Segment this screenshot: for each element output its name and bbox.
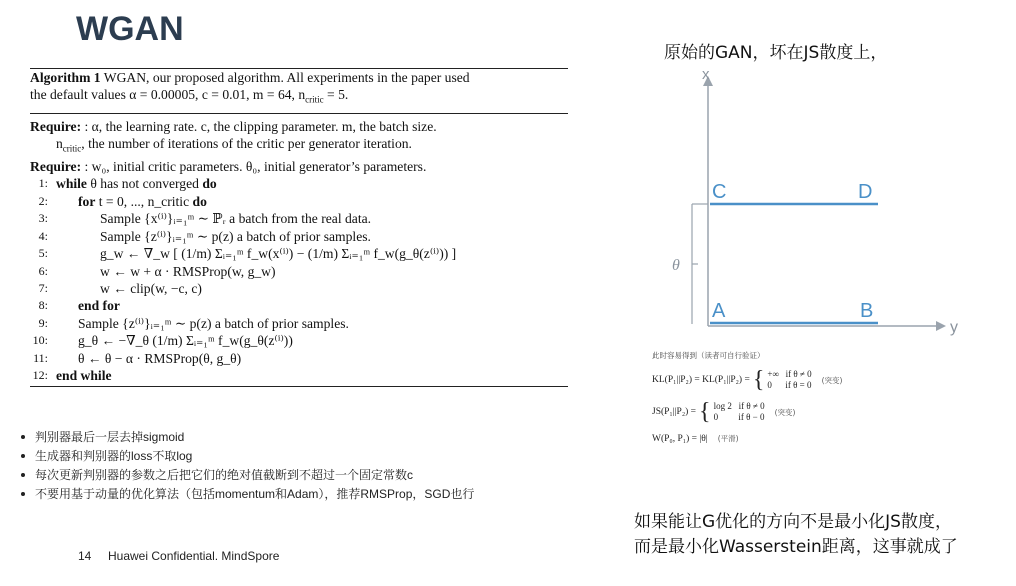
- js-formula: [652, 401, 1012, 423]
- step-code: [56, 194, 207, 209]
- bullet-item: [20, 485, 580, 504]
- step-number: 7:: [38, 280, 48, 295]
- step-code: [56, 264, 276, 279]
- js-case-1: log 2 if θ ≠ 0: [713, 401, 765, 411]
- algorithm-step: [30, 367, 568, 384]
- slide-title: WGAN: [76, 10, 184, 48]
- kl-case-2: 0 if θ = 0: [767, 380, 812, 390]
- step-number: 8:: [38, 298, 48, 313]
- step-number: 4:: [38, 228, 48, 243]
- theta-label: θ: [672, 257, 680, 274]
- formula-note: 此时容易得到（读者可自行验证）: [652, 351, 765, 360]
- step-code: [56, 298, 120, 313]
- step-number: 1:: [38, 176, 48, 191]
- kl-tag: (突变): [821, 375, 843, 385]
- step-code: [56, 246, 456, 261]
- kl-case-1: +∞ if θ ≠ 0: [767, 369, 812, 379]
- w-tag: (平滑): [717, 434, 739, 443]
- step-keyword: for: [78, 193, 96, 209]
- require-2: [30, 158, 568, 175]
- bullet-item: [20, 466, 580, 485]
- conclusion-line-1: 如果能让G优化的方向不是最小化JS散度，: [634, 512, 952, 532]
- step-text: g_θ ← −∇_θ (1/m) Σᵢ₌₁ᵐ f_w(g_θ(z⁽ⁱ⁾)): [78, 333, 293, 349]
- step-text: w ← w + α · RMSProp(w, g_w): [100, 263, 276, 279]
- require-1-label: Require:: [30, 118, 82, 134]
- algorithm-header-sub: critic: [305, 95, 324, 106]
- bullet-dot-icon: [21, 435, 25, 439]
- require-1-cont-sub: critic: [62, 143, 82, 154]
- algorithm-box: [30, 68, 568, 387]
- step-number: 12:: [32, 367, 48, 382]
- algorithm-bottom-rule: [30, 386, 568, 387]
- js-brace-icon: {: [699, 399, 711, 425]
- bullet-text: 每次更新判别器的参数之后把它们的绝对值截断到不超过一个固定常数c: [35, 468, 414, 482]
- step-keyword: end while: [56, 367, 112, 383]
- step-text: Sample {z⁽ⁱ⁾}ᵢ₌₁ᵐ ∼ p(z) a batch of prior samples.: [78, 315, 349, 331]
- js-divergence-note: 原始的GAN，坏在JS散度上，: [664, 43, 888, 63]
- footer-text: Huawei Confidential. MindSpore: [108, 549, 280, 563]
- step-code: [56, 368, 112, 383]
- require-1: [30, 118, 568, 135]
- wasserstein-formula: [652, 433, 1012, 444]
- step-keyword-end: do: [202, 176, 217, 192]
- w-lhs: W(P₀, P₁) = |θ|: [652, 433, 708, 444]
- conclusion-line-2: 而是最小化Wasserstein距离，这事就成了: [634, 537, 958, 557]
- step-code: [56, 229, 371, 244]
- kl-brace-icon: {: [752, 367, 765, 393]
- step-number: 3:: [38, 211, 48, 226]
- step-text: θ has not converged: [86, 176, 203, 192]
- step-text: g_w ← ∇_w [ (1/m) Σᵢ₌₁ᵐ f_w(x⁽ⁱ⁾) − (1/m) Σᵢ₌₁ᵐ f_w(g_θ(z⁽ⁱ⁾)) ]: [100, 246, 457, 262]
- algorithm-step: [30, 315, 568, 332]
- divergence-formulas: [652, 350, 1012, 454]
- kl-lhs: KL(P₁||P₂) = KL(P₁||P₂) =: [652, 375, 750, 385]
- point-a-label: A: [712, 300, 726, 322]
- algorithm-header-line2: [30, 86, 568, 109]
- algorithm-mid-rule: [30, 113, 568, 114]
- js-cases: [714, 401, 765, 423]
- algorithm-header-text: WGAN, our proposed algorithm. All experiments in the paper used: [100, 70, 470, 85]
- step-number: 9:: [38, 315, 48, 330]
- require-1-cont-text: , the number of iterations of the critic per generator iteration.: [81, 135, 412, 151]
- js-lhs: JS(P₁||P₂) =: [652, 407, 697, 417]
- step-text: w ← clip(w, −c, c): [100, 280, 202, 296]
- algorithm-step: [30, 210, 568, 227]
- require-1-text: : α, the learning rate. c, the clipping parameter. m, the batch size.: [81, 118, 437, 134]
- step-number: 10:: [32, 333, 48, 348]
- algorithm-steps: [30, 175, 568, 384]
- kl-formula: [652, 369, 1012, 391]
- step-code: [56, 281, 202, 296]
- point-b-label: B: [860, 300, 874, 322]
- require-2-text: : w₀, initial critic parameters. θ₀, initial generator’s parameters.: [81, 159, 427, 175]
- bullet-item: [20, 447, 580, 466]
- step-keyword-end: do: [192, 193, 207, 209]
- algorithm-header: [30, 69, 568, 86]
- footer: [78, 549, 279, 563]
- y-axis-label: y: [950, 319, 958, 336]
- js-case-2: 0 if θ − 0: [713, 412, 765, 422]
- bullet-dot-icon: [21, 492, 25, 496]
- step-number: 2:: [38, 193, 48, 208]
- algorithm-header-tail: = 5.: [323, 87, 349, 103]
- algorithm-step: [30, 193, 568, 210]
- step-keyword: while: [56, 176, 87, 192]
- algorithm-step: [30, 263, 568, 280]
- distribution-diagram: [660, 62, 980, 342]
- algorithm-label: Algorithm 1: [30, 70, 101, 85]
- algorithm-step: [30, 228, 568, 245]
- bullet-text: 不要用基于动量的优化算法（包括momentum和Adam），推荐RMSProp，SGD也行: [35, 487, 475, 501]
- algorithm-step: [30, 297, 568, 314]
- wasserstein-conclusion: [634, 510, 958, 560]
- step-code: [56, 211, 371, 226]
- step-number: 11:: [33, 350, 48, 365]
- bullet-dot-icon: [21, 473, 25, 477]
- algorithm-step: [30, 175, 568, 192]
- step-text: Sample {z⁽ⁱ⁾}ᵢ₌₁ᵐ ∼ p(z) a batch of prior samples.: [100, 228, 371, 244]
- algorithm-step: [30, 280, 568, 297]
- require-1-cont-n: n: [56, 135, 63, 151]
- algorithm-step: [30, 245, 568, 262]
- step-code: [56, 316, 349, 331]
- js-tag: (突变): [774, 407, 796, 417]
- step-code: [56, 333, 293, 348]
- step-text: t = 0, ..., n_critic: [95, 193, 193, 209]
- x-axis-label: x: [702, 66, 710, 83]
- bullet-text: 判别器最后一层去掉sigmoid: [35, 430, 185, 444]
- page-number: 14: [78, 549, 92, 563]
- point-c-label: C: [712, 181, 727, 203]
- step-keyword: end for: [78, 298, 120, 314]
- step-number: 6:: [38, 263, 48, 278]
- algorithm-step: [30, 350, 568, 367]
- step-text: θ ← θ − α · RMSProp(θ, g_θ): [78, 350, 242, 366]
- require-2-label: Require:: [30, 159, 82, 175]
- bullet-text: 生成器和判别器的loss不取log: [35, 449, 193, 463]
- step-code: [56, 351, 241, 366]
- algorithm-step: [30, 332, 568, 349]
- bullet-list: [20, 428, 580, 504]
- algorithm-header-text2: the default values α = 0.00005, c = 0.01, m = 64, n: [30, 87, 306, 103]
- y-axis-arrow-icon: [936, 321, 946, 331]
- bullet-item: [20, 428, 580, 447]
- point-d-label: D: [858, 181, 873, 203]
- bullet-dot-icon: [21, 454, 25, 458]
- kl-cases: [767, 369, 811, 391]
- step-text: Sample {x⁽ⁱ⁾}ᵢ₌₁ᵐ ∼ ℙᵣ a batch from the real data.: [100, 211, 372, 227]
- require-1-cont: [30, 135, 568, 158]
- step-number: 5:: [38, 246, 48, 261]
- step-code: [56, 176, 217, 191]
